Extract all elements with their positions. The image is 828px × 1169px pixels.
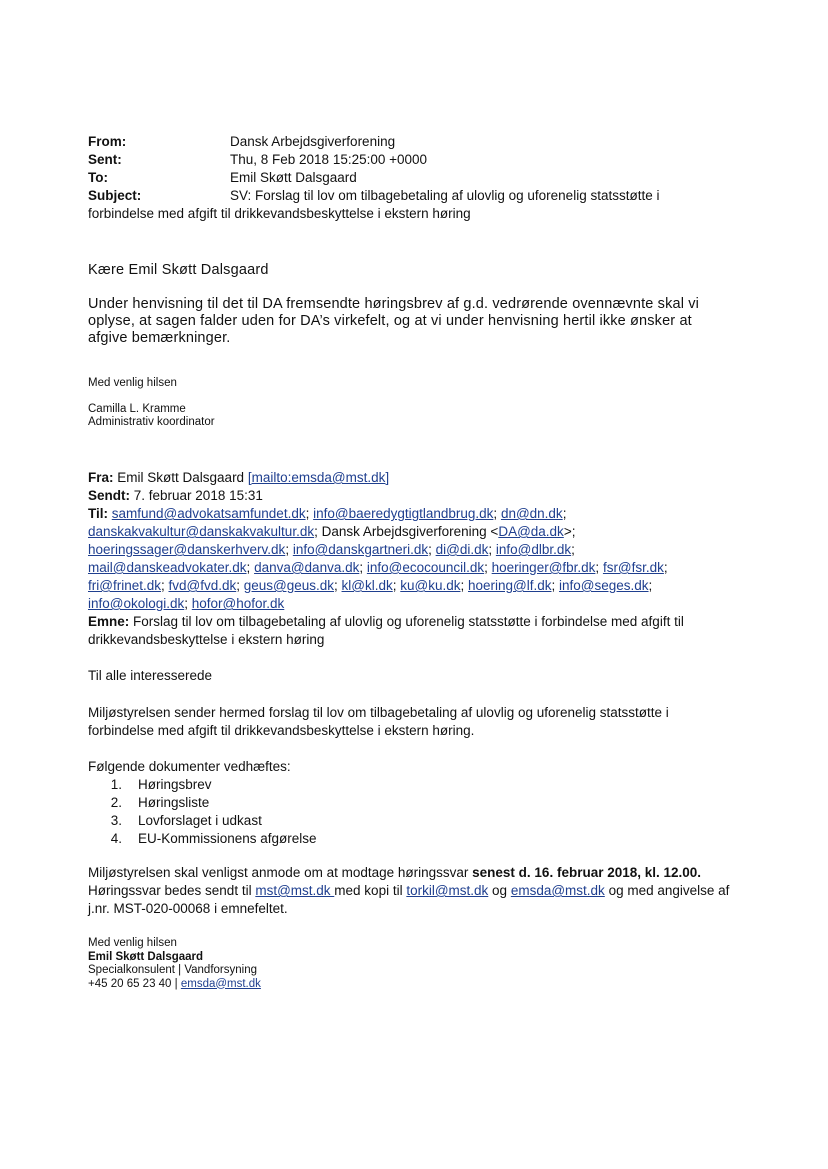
- recipient-link[interactable]: di@di.dk: [435, 542, 489, 557]
- fra-label: Fra:: [88, 470, 114, 485]
- subject-row: [88, 187, 738, 205]
- recipient-link[interactable]: fsr@fsr.dk: [602, 560, 664, 575]
- signature-email-link[interactable]: emsda@mst.dk: [180, 977, 261, 990]
- fra-value: Emil Skøtt Dalsgaard: [117, 470, 245, 485]
- mst-email-link[interactable]: mst@mst.dk: [255, 883, 335, 898]
- intro-paragraph: Miljøstyrelsen sender hermed forslag til lov om tilbagebetaling af ulovlig og uforenelig statsstøtte i forbindelse med afgift til drikkevandsbeskyttelse i ekstern høring.: [88, 705, 669, 738]
- to-value: Emil Skøtt Dalsgaard: [230, 170, 357, 185]
- signature-title: Specialkonsulent | Vandforsyning: [88, 964, 257, 976]
- fra-mailto-link[interactable]: [mailto:emsda@mst.dk]: [247, 470, 390, 485]
- sendt-row: [88, 487, 748, 505]
- sendt-label: Sendt:: [88, 488, 130, 503]
- list-item: 3. Lovforslaget i udkast: [110, 813, 262, 828]
- recipient-link[interactable]: info@danskgartneri.dk: [292, 542, 429, 557]
- recipient-link[interactable]: fri@frinet.dk: [88, 578, 161, 593]
- to-row: [88, 169, 738, 187]
- deadline-date: senest d. 16. februar 2018, kl. 12.00.: [472, 865, 702, 880]
- til-recipients: Til: samfund@advokatsamfundet.dk; info@baeredygtigtlandbrug.dk; dn@dn.dk; danskakvakultur@danskakvakultur.dk; Dansk Arbejdsgiverforening <DA@da.dk>; hoeringssager@danskerhverv.dk; info@danskgartneri.dk; di@di.dk; info@dlbr.dk; mail@danskeadvokater.dk; danva@danva.dk; info@ecocouncil.dk; hoeringer@fbr.dk; fsr@fsr.dk; fri@frinet.dk; fvd@fvd.dk; geus@geus.dk; kl@kl.dk; ku@ku.dk; hoering@lf.dk; info@seges.dk; info@okologi.dk; hofor@hofor.dk: [88, 506, 668, 611]
- emne-label: Emne:: [88, 614, 130, 629]
- emne-value: Forslag til lov om tilbagebetaling af ulovlig og uforenelig statsstøtte i forbindelse med afgift til drikkevandsbeskyttelse i ekstern høring: [88, 614, 684, 647]
- reply-greeting: Kære Emil Skøtt Dalsgaard: [88, 262, 269, 278]
- sent-row: [88, 151, 738, 169]
- signature-closing: Med venlig hilsen: [88, 937, 177, 949]
- list-item: 1. Høringsbrev: [110, 777, 212, 792]
- reply-signature: [88, 403, 215, 429]
- subject-label: Subject:: [88, 188, 142, 203]
- from-value: Dansk Arbejdsgiverforening: [230, 134, 396, 149]
- documents-list: [88, 776, 317, 848]
- recipient-link[interactable]: info@okologi.dk: [88, 596, 185, 611]
- emne-row: [88, 613, 748, 649]
- reply-closing: Med venlig hilsen: [88, 377, 177, 389]
- deadline-text: Miljøstyrelsen skal venligst anmode om at modtage høringssvar: [88, 865, 473, 880]
- fra-row: [88, 469, 748, 487]
- recipient-link[interactable]: hoering@lf.dk: [468, 578, 552, 593]
- email-header: [88, 133, 738, 223]
- list-item: 4. EU-Kommissionens afgørelse: [110, 831, 317, 846]
- reply-body: Under henvisning til det til DA fremsendte høringsbrev af g.d. vedrørende ovennævnte skal vi oplyse, at sagen falder uden for DA’s virkefelt, og at vi under henvisning hertil ikke ønsker at afgive bemærkninger.: [88, 296, 700, 346]
- recipient-link[interactable]: hoeringer@fbr.dk: [491, 560, 596, 575]
- salutation: Til alle interesserede: [88, 668, 213, 683]
- signature-name: Emil Skøtt Dalsgaard: [88, 950, 204, 963]
- recipient-end: >;: [563, 524, 576, 539]
- from-label: From:: [88, 134, 127, 149]
- documents-section: [88, 758, 317, 848]
- deadline-paragraph: Miljøstyrelsen skal venligst anmode om at modtage høringssvar senest d. 16. februar 2018, kl. 12.00. Høringssvar bedes sendt til mst@mst.dk med kopi til torkil@mst.dk og emsda@mst.dk og med angivelse af j.nr. MST-020-00068 i emnefeltet.: [88, 865, 730, 916]
- recipient-link[interactable]: dn@dn.dk: [500, 506, 563, 521]
- sendt-value: 7. februar 2018 15:31: [133, 488, 263, 503]
- recipient-link[interactable]: fvd@fvd.dk: [168, 578, 237, 593]
- recipient-link[interactable]: info@baeredygtigtlandbrug.dk: [313, 506, 494, 521]
- recipient-link[interactable]: info@seges.dk: [559, 578, 649, 593]
- torkil-email-link[interactable]: torkil@mst.dk: [406, 883, 489, 898]
- to-label: To:: [88, 170, 108, 185]
- reply-sender-title: Administrativ koordinator: [88, 416, 215, 428]
- recipient-link[interactable]: samfund@advokatsamfundet.dk: [111, 506, 306, 521]
- signature-contact: [88, 978, 261, 992]
- forwarded-header: [88, 469, 748, 649]
- documents-heading: Følgende dokumenter vedhæftes:: [88, 759, 291, 774]
- recipient-link[interactable]: hoeringssager@danskerhverv.dk: [88, 542, 286, 557]
- recipient-link[interactable]: DA@da.dk: [498, 524, 564, 539]
- recipient-link[interactable]: mail@danskeadvokater.dk: [88, 560, 247, 575]
- recipient-link[interactable]: geus@geus.dk: [243, 578, 335, 593]
- recipient-link[interactable]: danskakvakultur@danskakvakultur.dk: [88, 524, 315, 539]
- subject-value: SV: Forslag til lov om tilbagebetaling af ulovlig og uforenelig statsstøtte i: [230, 188, 660, 203]
- signature-phone: +45 20 65 23 40 |: [88, 977, 181, 990]
- from-row: [88, 133, 738, 151]
- list-item: 2. Høringsliste: [110, 795, 210, 810]
- recipient-link[interactable]: danva@danva.dk: [254, 560, 360, 575]
- recipient-name: Dansk Arbejdsgiverforening <: [321, 524, 499, 539]
- recipient-link[interactable]: hofor@hofor.dk: [191, 596, 285, 611]
- sent-value: Thu, 8 Feb 2018 15:25:00 +0000: [230, 152, 428, 167]
- recipient-link[interactable]: kl@kl.dk: [341, 578, 393, 593]
- sent-label: Sent:: [88, 152, 122, 167]
- recipient-link[interactable]: info@dlbr.dk: [495, 542, 572, 557]
- signature-block: [88, 937, 261, 991]
- emsda-email-link[interactable]: emsda@mst.dk: [510, 883, 605, 898]
- reply-sender-name: Camilla L. Kramme: [88, 403, 186, 415]
- til-label: Til:: [88, 506, 108, 521]
- recipient-link[interactable]: ku@ku.dk: [400, 578, 461, 593]
- subject-continuation: forbindelse med afgift til drikkevandsbeskyttelse i ekstern høring: [88, 206, 471, 221]
- recipient-link[interactable]: info@ecocouncil.dk: [366, 560, 485, 575]
